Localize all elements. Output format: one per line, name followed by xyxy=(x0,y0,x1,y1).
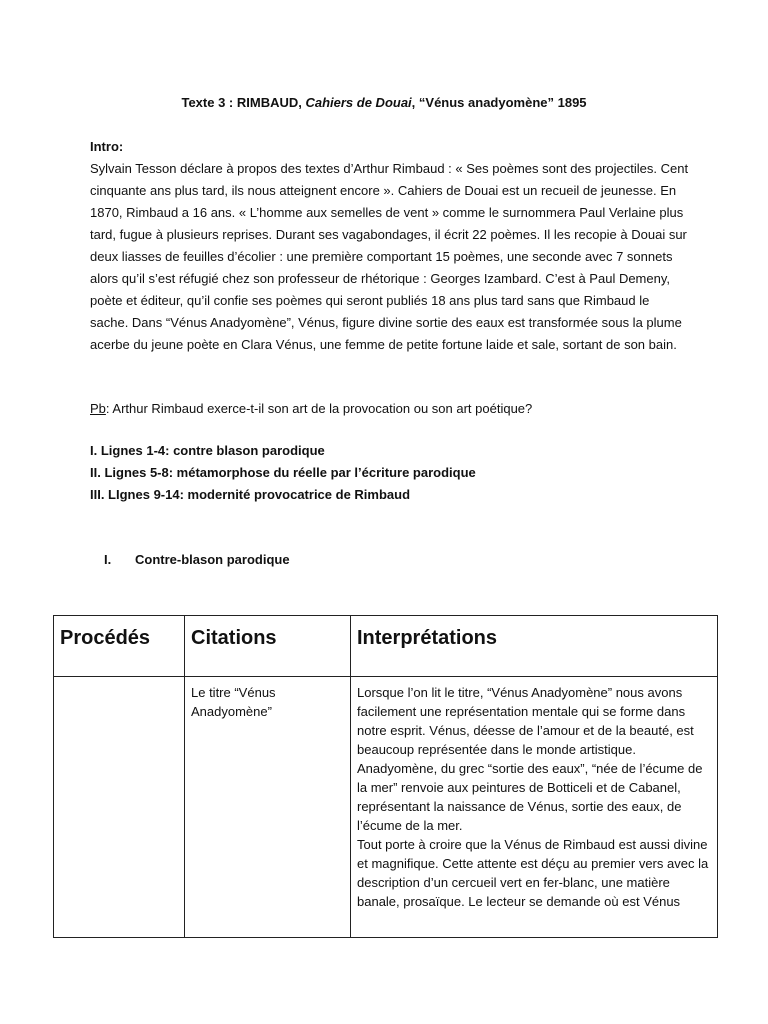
problematique xyxy=(90,398,690,420)
section-number: I. xyxy=(104,552,112,567)
plan-list xyxy=(90,440,690,506)
plan-item: I. Lignes 1-4: contre blason parodique xyxy=(90,443,325,458)
intro-label: Intro: xyxy=(90,139,124,154)
table-header-row xyxy=(54,616,718,677)
title-work: Cahiers de Douai xyxy=(305,95,412,110)
cell-interpretations: Lorsque l’on lit le titre, “Vénus Anadyomène” nous avons facilement une représentation mentale qui se forme dans notre esprit. Vénus, déesse de l’amour et de la beauté, est beaucoup représentée dans le monde artistique. Anadyomène, du grec “sortie des eaux”, “née de l’écume de la mer” renvoie aux peintures de Botticeli et de Cabanel, représentant la naissance de Vénus, sortie des eaux, de l’écume de la mer. Tout porte à croire que la Vénus de Rimbaud est aussi divine et magnifique. Cette attente est déçu au premier vers avec la description d’un cercueil vert en fer-blanc, une matière banale, prosaïque. Le lecteur se demande où est Vénus xyxy=(351,677,718,938)
header-interpretations: Interprétations xyxy=(351,616,718,677)
section-title: Contre-blason parodique xyxy=(135,552,290,567)
problematique-text: : Arthur Rimbaud exerce-t-il son art de la provocation ou son art poétique? xyxy=(105,401,533,416)
cell-citations: Le titre “Vénus Anadyomène” xyxy=(185,677,351,938)
table-row xyxy=(54,677,718,938)
section-heading xyxy=(104,550,290,570)
plan-item: II. Lignes 5-8: métamorphose du réelle par l’écriture parodique xyxy=(90,465,476,480)
problematique-label: Pb xyxy=(90,401,106,416)
header-citations: Citations xyxy=(185,616,351,677)
header-procedes: Procédés xyxy=(54,616,185,677)
document-title xyxy=(0,94,768,112)
analysis-table xyxy=(53,615,718,938)
title-suffix: , “Vénus anadyomène” 1895 xyxy=(411,95,587,110)
plan-item: III. LIgnes 9-14: modernité provocatrice de Rimbaud xyxy=(90,487,411,502)
intro-paragraph: Sylvain Tesson déclare à propos des textes d’Arthur Rimbaud : « Ses poèmes sont des projectiles. Cent cinquante ans plus tard, ils nous atteignent encore ». Cahiers de Douai est un recueil de jeunesse. En 1870, Rimbaud a 16 ans. « L’homme aux semelles de vent » comme le surnommera Paul Verlaine plus tard, fugue à plusieurs reprises. Durant ses vagabondages, il écrit 22 poèmes. Il les recopie à Douai sur deux liasses de feuilles d’écolier : une première comportant 15 poèmes, une seconde avec 7 sonnets alors qu’il s’est réfugié chez son professeur de rhétorique : Georges Izambard. C’est à Paul Demeny, poète et éditeur, qu’il confie ses poèmes qui seront publiés 18 ans plus tard sans que Rimbaud le sache. Dans “Vénus Anadyomène”, Vénus, figure divine sortie des eaux est transformée sous la plume acerbe du jeune poète en Clara Vénus, une femme de petite fortune laide et sale, sortant de son bain. xyxy=(90,161,689,352)
cell-procedes xyxy=(54,677,185,938)
title-prefix: Texte 3 : RIMBAUD, xyxy=(181,95,306,110)
